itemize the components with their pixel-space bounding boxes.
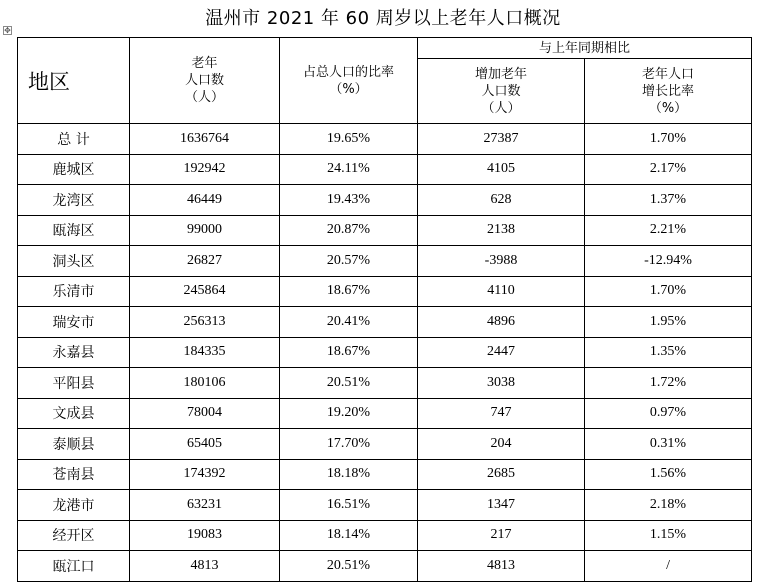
cell-ratio: 17.70% xyxy=(280,429,418,460)
cell-growth: 0.97% xyxy=(585,398,752,429)
header-yoy-group: 与上年同期相比 xyxy=(418,38,752,59)
cell-elderly-population: 1636764 xyxy=(130,124,280,155)
cell-elderly-population: 99000 xyxy=(130,215,280,246)
cell-region: 平阳县 xyxy=(18,368,130,399)
cell-increase: 217 xyxy=(418,520,585,551)
cell-elderly-population: 245864 xyxy=(130,276,280,307)
cell-elderly-population: 192942 xyxy=(130,154,280,185)
cell-region: 瑞安市 xyxy=(18,307,130,338)
cell-growth: 0.31% xyxy=(585,429,752,460)
elderly-population-table xyxy=(17,37,752,582)
cell-ratio: 20.57% xyxy=(280,246,418,277)
table-row xyxy=(18,337,752,368)
cell-elderly-population: 256313 xyxy=(130,307,280,338)
cell-region: 乐清市 xyxy=(18,276,130,307)
header-increase-line3: （人） xyxy=(481,100,521,116)
cell-region: 经开区 xyxy=(18,520,130,551)
header-increase-line2: 人口数 xyxy=(481,83,521,99)
header-ratio-line1: 占总人口的比率 xyxy=(302,64,394,80)
cell-ratio: 18.18% xyxy=(280,459,418,490)
table-row xyxy=(18,398,752,429)
cell-elderly-population: 46449 xyxy=(130,185,280,216)
cell-elderly-population: 78004 xyxy=(130,398,280,429)
cell-growth: 1.56% xyxy=(585,459,752,490)
header-ratio-line2: （%） xyxy=(329,81,368,97)
cell-growth: 2.18% xyxy=(585,490,752,521)
cell-increase: 27387 xyxy=(418,124,585,155)
cell-elderly-population: 174392 xyxy=(130,459,280,490)
cell-region: 瓯江口 xyxy=(18,551,130,582)
cell-growth: 1.72% xyxy=(585,368,752,399)
cell-increase: 4110 xyxy=(418,276,585,307)
cell-elderly-population: 180106 xyxy=(130,368,280,399)
table-row xyxy=(18,459,752,490)
cell-ratio: 18.67% xyxy=(280,276,418,307)
table-row xyxy=(18,246,752,277)
cell-increase: 4896 xyxy=(418,307,585,338)
cell-increase: -3988 xyxy=(418,246,585,277)
header-growth-line3: （%） xyxy=(648,100,688,116)
cell-elderly-population: 19083 xyxy=(130,520,280,551)
table-row-total xyxy=(18,124,752,155)
cell-ratio: 20.41% xyxy=(280,307,418,338)
cell-growth: -12.94% xyxy=(585,246,752,277)
table-row xyxy=(18,185,752,216)
cell-increase: 2138 xyxy=(418,215,585,246)
cell-elderly-population: 184335 xyxy=(130,337,280,368)
header-elderly-population xyxy=(130,38,280,124)
header-growth-line1: 老年人口 xyxy=(642,66,695,82)
header-increase-line1: 增加老年 xyxy=(474,66,527,82)
table-row xyxy=(18,520,752,551)
table-row xyxy=(18,368,752,399)
header-elderly-population-line2: 人口数 xyxy=(184,73,224,88)
cell-increase: 4105 xyxy=(418,154,585,185)
cell-ratio: 18.67% xyxy=(280,337,418,368)
cell-increase: 1347 xyxy=(418,490,585,521)
cell-growth: 2.17% xyxy=(585,154,752,185)
header-elderly-population-line3: （人） xyxy=(184,90,224,105)
header-growth xyxy=(585,59,752,124)
cell-increase: 4813 xyxy=(418,551,585,582)
document-title: 温州市 2021 年 60 周岁以上老年人口概况 xyxy=(205,8,561,29)
cell-elderly-population: 63231 xyxy=(130,490,280,521)
cell-ratio: 19.43% xyxy=(280,185,418,216)
cell-region: 永嘉县 xyxy=(18,337,130,368)
table-row xyxy=(18,276,752,307)
header-ratio xyxy=(280,38,418,124)
cell-region: 鹿城区 xyxy=(18,154,130,185)
table-row xyxy=(18,429,752,460)
cell-region: 总 计 xyxy=(18,124,130,155)
cell-ratio: 20.51% xyxy=(280,368,418,399)
cell-growth: 1.35% xyxy=(585,337,752,368)
cell-growth: 1.70% xyxy=(585,276,752,307)
table-move-handle-icon[interactable]: ✥ xyxy=(4,26,11,35)
cell-increase: 628 xyxy=(418,185,585,216)
cell-region: 龙湾区 xyxy=(18,185,130,216)
cell-increase: 747 xyxy=(418,398,585,429)
table-row xyxy=(18,490,752,521)
cell-growth: 1.37% xyxy=(585,185,752,216)
cell-growth: 2.21% xyxy=(585,215,752,246)
cell-growth: 1.95% xyxy=(585,307,752,338)
cell-region: 泰顺县 xyxy=(18,429,130,460)
table-row xyxy=(18,154,752,185)
cell-region: 文成县 xyxy=(18,398,130,429)
header-growth-line2: 增长比率 xyxy=(642,83,695,99)
cell-growth: 1.70% xyxy=(585,124,752,155)
cell-ratio: 24.11% xyxy=(280,154,418,185)
cell-increase: 3038 xyxy=(418,368,585,399)
cell-region: 洞头区 xyxy=(18,246,130,277)
cell-region: 瓯海区 xyxy=(18,215,130,246)
cell-elderly-population: 26827 xyxy=(130,246,280,277)
header-elderly-population-line1: 老年 xyxy=(191,56,218,71)
header-increase xyxy=(418,59,585,124)
cell-ratio: 18.14% xyxy=(280,520,418,551)
cell-ratio: 16.51% xyxy=(280,490,418,521)
cell-increase: 2685 xyxy=(418,459,585,490)
cell-growth: / xyxy=(585,551,752,582)
table-row xyxy=(18,551,752,582)
cell-increase: 204 xyxy=(418,429,585,460)
header-region: 地区 xyxy=(18,38,130,124)
cell-growth: 1.15% xyxy=(585,520,752,551)
cell-region: 龙港市 xyxy=(18,490,130,521)
cell-ratio: 20.87% xyxy=(280,215,418,246)
cell-region: 苍南县 xyxy=(18,459,130,490)
cell-ratio: 20.51% xyxy=(280,551,418,582)
cell-elderly-population: 65405 xyxy=(130,429,280,460)
cell-ratio: 19.65% xyxy=(280,124,418,155)
cell-elderly-population: 4813 xyxy=(130,551,280,582)
table-row xyxy=(18,307,752,338)
cell-increase: 2447 xyxy=(418,337,585,368)
cell-ratio: 19.20% xyxy=(280,398,418,429)
table-row xyxy=(18,215,752,246)
